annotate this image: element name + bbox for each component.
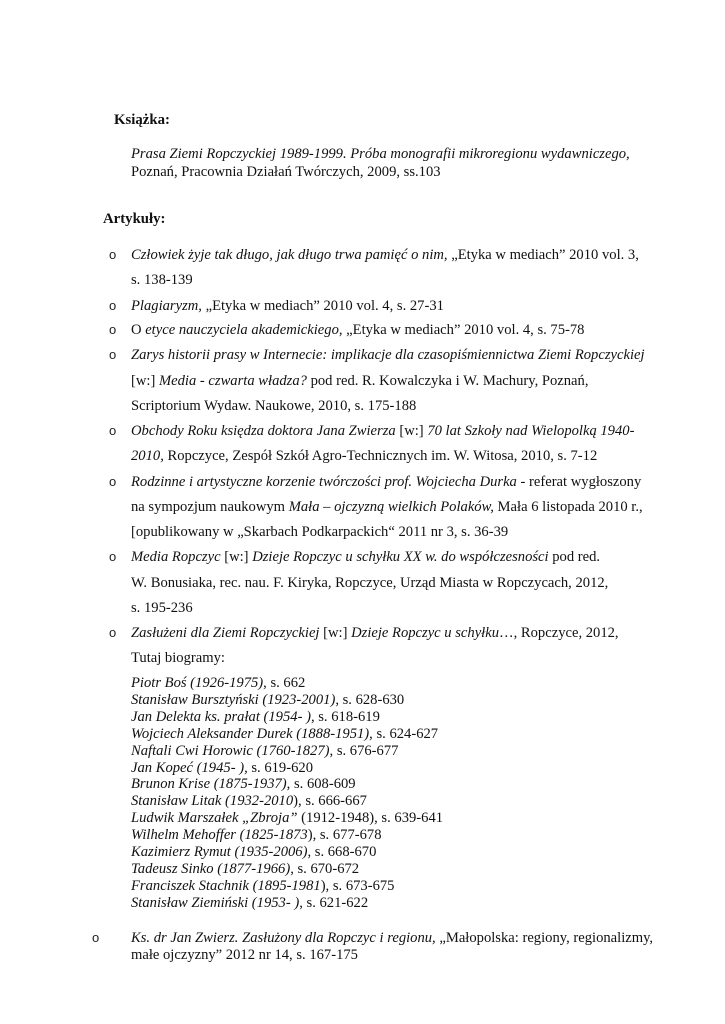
biography-item: Tadeusz Sinko (1877-1966), s. 670-672 [131,860,360,877]
article-8-cont: Tutaj biogramy: [131,650,225,666]
biography-item: Franciszek Stachnik (1895-1981), s. 673-675 [131,877,395,894]
biography-item: Brunon Krise (1875-1937), s. 608-609 [131,776,356,793]
article-7-cont: W. Bonusiaka, rec. nau. F. Kiryka, Ropczyce, Urząd Miasta w Ropczycach, 2012, [131,575,609,591]
biography-item: Jan Kopeć (1945- ), s. 619-620 [131,759,313,776]
articles-heading: Artykuły: [103,211,166,227]
article-9: Ks. dr Jan Zwierz. Zasłużony dla Ropczyc i regionu, „Małopolska: regiony, regionalizmy, [131,930,654,946]
article-5: Obchody Roku księdza doktora Jana Zwierza [w:] 70 lat Szkoły nad Wielopolką 1940- [131,423,635,439]
list-bullet: o [109,322,117,337]
article-4: Zarys historii prasy w Internecie: implikacje dla czasopiśmiennictwa Ziemi Ropczyckiej [131,347,645,363]
biography-item: Stanisław Litak (1932-2010), s. 666-667 [131,793,367,810]
article-6-cont2: [opublikowany w „Skarbach Podkarpackich“ 2011 nr 3, s. 36-39 [131,524,509,540]
biography-item: Wilhelm Mehoffer (1825-1873), s. 677-678 [131,827,382,844]
list-bullet: o [109,247,117,262]
article-5-cont: 2010, Ropczyce, Zespół Szkół Agro-Technicznych im. W. Witosa, 2010, s. 7-12 [131,448,598,464]
article-8: Zasłużeni dla Ziemi Ropczyckiej [w:] Dzieje Ropczyc u schyłku…, Ropczyce, 2012, [131,625,619,641]
list-bullet: o [109,423,117,438]
article-1-cont: s. 138-139 [131,272,193,288]
article-2: Plagiaryzm, „Etyka w mediach” 2010 vol. 4, s. 27-31 [131,298,444,314]
biography-item: Naftali Cwi Horowic (1760-1827), s. 676-677 [131,742,399,759]
article-7-cont2: s. 195-236 [131,600,193,616]
article-7: Media Ropczyc [w:] Dzieje Ropczyc u schyłku XX w. do współczesności pod red. [131,549,601,565]
article-1: Człowiek żyje tak długo, jak długo trwa pamięć o nim, „Etyka w mediach” 2010 vol. 3, [131,247,639,263]
biography-item: Jan Delekta ks. prałat (1954- ), s. 618-619 [131,708,380,725]
biography-item: Wojciech Aleksander Durek (1888-1951), s. 624-627 [131,725,439,742]
biography-item: Kazimierz Rymut (1935-2006), s. 668-670 [131,844,377,860]
list-bullet: o [109,347,117,362]
article-9-cont: małe ojczyzny” 2012 nr 14, s. 167-175 [131,947,358,963]
article-3: O etyce nauczyciela akademickiego, „Etyka w mediach” 2010 vol. 4, s. 75-78 [131,322,585,338]
biography-item: Stanisław Ziemiński (1953- ), s. 621-622 [131,894,369,911]
biography-item: Ludwik Marszałek „Zbroja” (1912-1948), s. 639-641 [131,810,444,827]
book-publisher: Poznań, Pracownia Działań Twórczych, 2009, ss.103 [131,164,441,180]
book-heading: Książka: [114,112,170,128]
biography-item: Stanisław Bursztyński (1923-2001), s. 628-630 [131,691,405,708]
biography-item: Piotr Boś (1926-1975), s. 662 [131,675,306,691]
article-4-cont: [w:] Media - czwarta władza? pod red. R. Kowalczyka i W. Machury, Poznań, [131,373,589,389]
article-6-cont: na sympozjum naukowym Mała – ojczyzną wielkich Polaków, Mała 6 listopada 2010 r., [131,499,643,515]
list-bullet: o [92,930,100,945]
list-bullet: o [109,474,117,489]
list-bullet: o [109,298,117,313]
book-title: Prasa Ziemi Ropczyckiej 1989-1999. Próba monografii mikroregionu wydawniczego, [131,146,630,162]
list-bullet: o [109,625,117,640]
list-bullet: o [109,549,117,564]
article-4-cont2: Scriptorium Wydaw. Naukowe, 2010, s. 175-188 [131,398,417,414]
article-6: Rodzinne i artystyczne korzenie twórczości prof. Wojciecha Durka - referat wygłoszony [131,474,642,490]
